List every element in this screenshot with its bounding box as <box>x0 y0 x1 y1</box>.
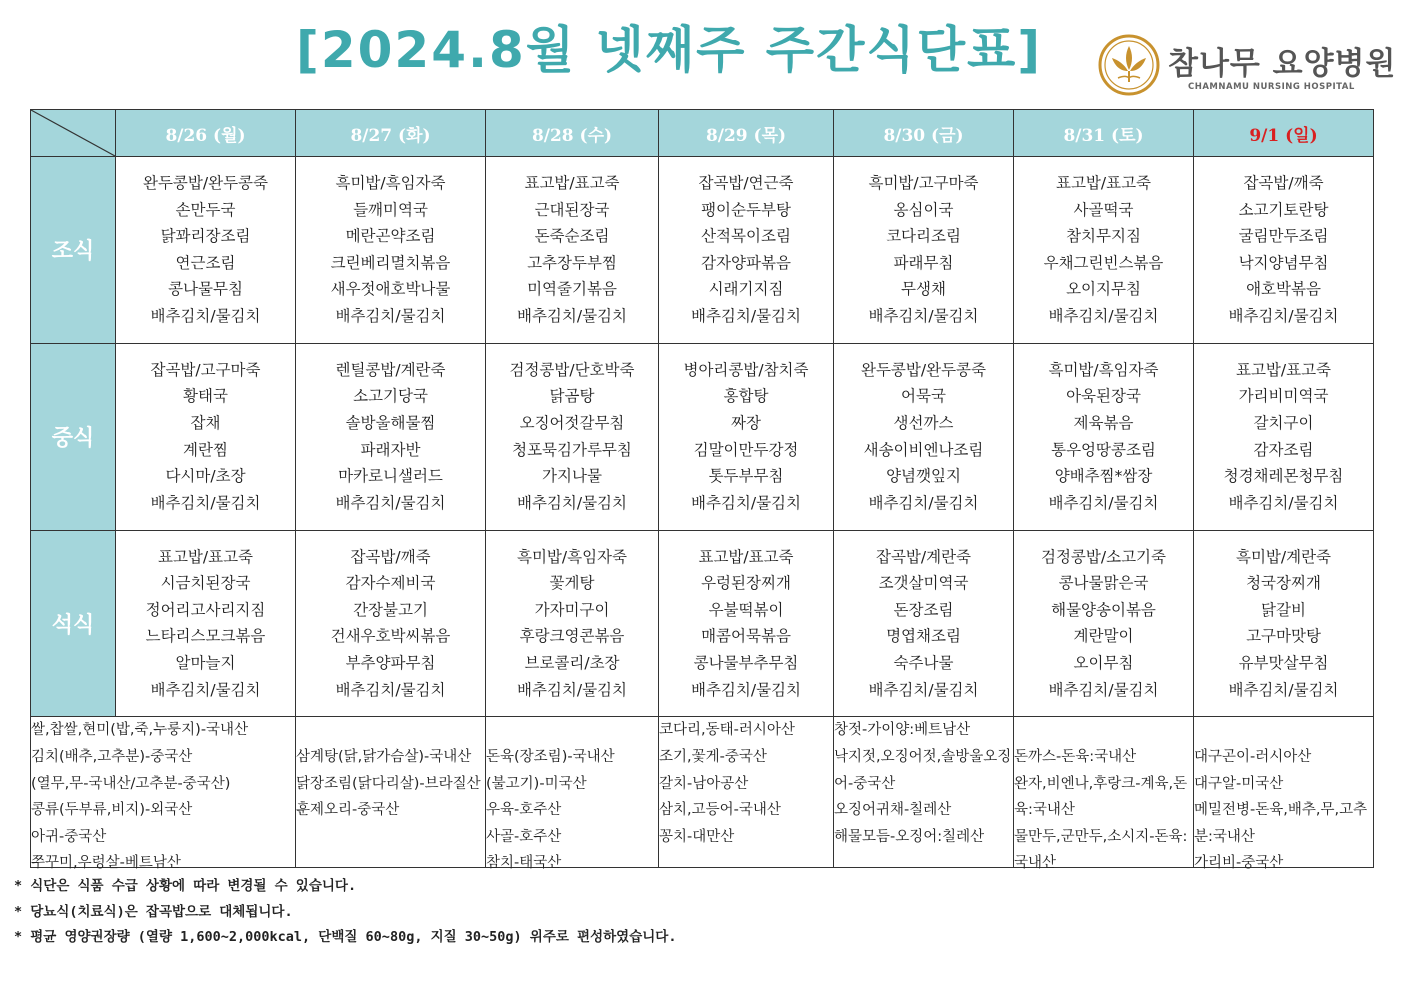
day-header: 8/30 (금) <box>834 110 1014 157</box>
meal-label: 조식 <box>31 157 116 344</box>
dish-item: 잡곡밥/연근죽 <box>698 174 794 193</box>
dish-item: 유부맛살무침 <box>1238 654 1329 673</box>
dish-item: 가리비미역국 <box>1238 387 1329 406</box>
origin-line: 완자,비엔나,후랑크-계육,돈육:국내산 <box>1014 775 1188 819</box>
menu-cell <box>834 157 1014 344</box>
dish-item: 코다리조림 <box>886 227 961 246</box>
dish-item: 청포묵김가루무침 <box>512 440 632 459</box>
dish-item: 다시마/초장 <box>165 467 246 486</box>
meal-label: 석식 <box>31 530 116 717</box>
dish-item: 계란찜 <box>183 440 228 459</box>
dish-item: 렌틸콩밥/계란죽 <box>335 360 446 379</box>
footnotes <box>14 874 1114 951</box>
dish-item: 통우엉땅콩조림 <box>1051 440 1156 459</box>
dish-item: 명엽채조림 <box>886 627 961 646</box>
origin-line: 닭장조림(닭다리살)-브라질산 <box>296 775 481 792</box>
logo-name: 참나무 요양병원 <box>1168 46 1397 82</box>
dish-item: 잡곡밥/깨죽 <box>1243 174 1324 193</box>
menu-cell <box>486 343 659 530</box>
menu-cell <box>296 157 486 344</box>
dish-item: 청국장찌개 <box>1246 574 1321 593</box>
dish-item: 오이무침 <box>1073 654 1134 673</box>
origin-line: 돈까스-돈육:국내산 <box>1014 748 1137 765</box>
dish-item: 새송이비엔나조림 <box>863 440 984 459</box>
menu-cell <box>116 530 296 717</box>
dish-item: 검정콩밥/소고기죽 <box>1040 547 1166 566</box>
dish-item: 콩나물무침 <box>168 280 243 299</box>
origin-line <box>296 717 485 744</box>
diagonal-divider-icon <box>31 110 115 156</box>
dish-item: 배추김치/물김치 <box>1228 493 1339 512</box>
dish-item: 계란말이 <box>1073 627 1134 646</box>
dish-item: 시금치된장국 <box>160 574 251 593</box>
menu-cell <box>1014 530 1194 717</box>
dish-item: 산적목이조림 <box>701 227 791 246</box>
dish-item: 근대된장국 <box>534 200 610 219</box>
dish-item: 배추김치/물김치 <box>150 680 261 699</box>
dish-item: 배추김치/물김치 <box>690 493 802 512</box>
dish-item: 아욱된장국 <box>1066 387 1141 406</box>
day-header: 8/26 (월) <box>116 110 296 157</box>
dish-item: 참치무지짐 <box>1066 227 1141 246</box>
dish-item: 메란곤약조림 <box>345 227 436 246</box>
dish-item: 간장불고기 <box>353 600 428 619</box>
origin-line: 삼치,고등어-국내산 <box>659 802 781 819</box>
day-header-sunday: 9/1 (일) <box>1194 110 1374 157</box>
origin-line: 메밀전병-돈육,배추,무,고추분:국내산 <box>1194 802 1368 845</box>
meal-label: 중식 <box>31 343 116 530</box>
origin-line: 김치(배추,고추분)-중국산 <box>31 748 193 765</box>
dish-item: 감자조림 <box>1253 440 1314 459</box>
menu-cell <box>486 157 659 344</box>
origin-cell <box>1194 717 1374 872</box>
dish-item: 오이지무침 <box>1066 280 1141 299</box>
origin-line: (열무,무-국내산/고추분-중국산) <box>31 775 231 792</box>
dish-item: 낙지양념무침 <box>1238 253 1329 272</box>
weekly-menu-table <box>30 109 1374 872</box>
origin-line: 대구알-미국산 <box>1194 775 1284 792</box>
dish-item: 부추양파무침 <box>345 654 436 673</box>
menu-cell <box>659 157 834 344</box>
dish-item: 우렁된장찌개 <box>701 574 791 593</box>
menu-cell <box>834 530 1014 717</box>
origin-line: 조기,꽃게-중국산 <box>659 748 767 765</box>
dish-item: 어묵국 <box>901 387 946 406</box>
day-header-row <box>31 110 1374 157</box>
dish-item: 무생채 <box>901 280 946 299</box>
dish-item: 감자양파볶음 <box>701 253 791 272</box>
day-header: 8/31 (토) <box>1014 110 1194 157</box>
dish-item: 느타리스모크볶음 <box>145 627 266 646</box>
origin-line: 훈제오리-중국산 <box>296 802 400 819</box>
dish-item: 돈장조림 <box>893 600 954 619</box>
dish-item: 파래자반 <box>360 440 421 459</box>
dish-item: 감자수제비국 <box>345 574 436 593</box>
dish-item: 병아리콩밥/참치죽 <box>683 360 809 379</box>
day-header: 8/28 (수) <box>486 110 659 157</box>
dish-item: 배추김치/물김치 <box>868 680 979 699</box>
dish-item: 브로콜리/초장 <box>524 654 620 673</box>
dish-item: 후랑크영콘볶음 <box>519 627 625 646</box>
dish-item: 황태국 <box>183 387 228 406</box>
dish-item: 배추김치/물김치 <box>516 493 628 512</box>
dish-item: 시래기지짐 <box>708 280 784 299</box>
dish-item: 짜장 <box>731 414 761 433</box>
origin-line: 사골-호주산 <box>486 828 562 845</box>
origin-line: 참치-태국산 <box>486 855 562 872</box>
origin-cell <box>486 717 659 872</box>
menu-cell <box>1194 530 1374 717</box>
dish-item: 제육볶음 <box>1073 414 1134 433</box>
dish-item: 표고밥/표고죽 <box>1235 360 1332 379</box>
dish-item: 가지나물 <box>542 467 602 486</box>
dish-item: 검정콩밥/단호박죽 <box>509 360 635 379</box>
origin-line: 쌀,찹쌀,현미(밥,죽,누룽지)-국내산 <box>31 722 249 739</box>
dish-item: 잡곡밥/고구마죽 <box>150 360 261 379</box>
origin-cell <box>31 717 296 872</box>
dish-item: 고추장두부찜 <box>527 253 617 272</box>
origin-line: 우육-호주산 <box>486 802 562 819</box>
origin-line: 창젓-가이양:베트남산 <box>834 722 971 739</box>
dish-item: 숙주나물 <box>893 654 954 673</box>
menu-cell <box>1194 343 1374 530</box>
dish-item: 배추김치/물김치 <box>150 493 261 512</box>
origin-cell <box>1014 717 1194 872</box>
dish-item: 새우젓애호박나물 <box>330 280 451 299</box>
origin-line: 해물모듬-오징어:칠레산 <box>834 828 985 845</box>
origin-line: 오징어귀채-칠레산 <box>834 802 952 819</box>
origin-line: 낙지젓,오징어젓,솔방울오징어-중국산 <box>834 748 1012 792</box>
dish-item: 옹심이국 <box>893 200 954 219</box>
dish-item: 김말이만두강정 <box>693 440 799 459</box>
origin-line: 꽁치-대만산 <box>659 828 735 845</box>
dish-item: 닭곰탕 <box>549 387 595 406</box>
footnote: * 평균 영양권장량 (열량 1,600~2,000kcal, 단백질 60~80g, 지질 30~50g) 위주로 편성하였습니다. <box>14 929 677 945</box>
dish-item: 사골떡국 <box>1073 200 1134 219</box>
dish-item: 가자미구이 <box>534 600 610 619</box>
menu-cell <box>834 343 1014 530</box>
meal-row <box>31 157 1374 344</box>
origin-line: 콩류(두부류,비지)-외국산 <box>31 802 193 819</box>
dish-item: 배추김치/물김치 <box>516 680 628 699</box>
dish-item: 정어리고사리지짐 <box>145 600 266 619</box>
dish-item: 배추김치/물김치 <box>1048 307 1159 326</box>
dish-item: 배추김치/물김치 <box>690 307 802 326</box>
dish-item: 잡채 <box>190 414 221 433</box>
dish-item: 꽃게탕 <box>549 574 595 593</box>
dish-item: 매콤어묵볶음 <box>701 627 791 646</box>
dish-item: 우불떡볶이 <box>708 600 784 619</box>
meal-row <box>31 530 1374 717</box>
dish-item: 갈치구이 <box>1253 414 1314 433</box>
origin-cell <box>834 717 1014 868</box>
menu-cell <box>659 530 834 717</box>
origin-line: 삼계탕(닭,닭가슴살)-국내산 <box>296 748 472 765</box>
origin-line: 갈치-남아공산 <box>659 775 749 792</box>
menu-cell <box>116 157 296 344</box>
dish-item: 표고밥/표고죽 <box>524 174 620 193</box>
menu-cell <box>486 530 659 717</box>
dish-item: 해물양송이볶음 <box>1051 600 1156 619</box>
dish-item: 배추김치/물김치 <box>1048 680 1159 699</box>
dish-item: 배추김치/물김치 <box>1228 680 1339 699</box>
origin-line: 쭈꾸미,우렁살-베트남산 <box>31 855 181 872</box>
dish-item: 콩나물맑은국 <box>1058 574 1149 593</box>
dish-item: 팽이순두부탕 <box>701 200 791 219</box>
menu-cell <box>296 343 486 530</box>
page-title: [2024.8월 넷째주 주간식단표] <box>296 21 1043 79</box>
dish-item: 소고기토란탕 <box>1238 200 1329 219</box>
footnote: * 식단은 식품 수급 상황에 따라 변경될 수 있습니다. <box>14 878 357 894</box>
dish-item: 배추김치/물김치 <box>516 307 628 326</box>
dish-item: 미역줄기볶음 <box>527 280 617 299</box>
dish-item: 솔방울해물찜 <box>345 414 436 433</box>
oak-leaf-logo-icon <box>1098 34 1160 96</box>
dish-item: 배추김치/물김치 <box>335 493 446 512</box>
dish-item: 들깨미역국 <box>353 200 428 219</box>
dish-item: 콩나물부추무침 <box>693 654 799 673</box>
menu-cell <box>116 343 296 530</box>
dish-item: 흑미밥/계란죽 <box>1235 547 1332 566</box>
dish-item: 양배추찜*쌈장 <box>1054 467 1153 486</box>
dish-item: 배추김치/물김치 <box>868 493 979 512</box>
footnote: * 당뇨식(치료식)은 잡곡밥으로 대체됩니다. <box>14 903 293 920</box>
dish-item: 굴림만두조림 <box>1238 227 1329 246</box>
origin-line: 대구곤이-러시아산 <box>1194 748 1312 765</box>
dish-item: 배추김치/물김치 <box>1228 307 1339 326</box>
origin-line: 아귀-중국산 <box>31 828 107 845</box>
origin-line <box>1194 717 1373 744</box>
dish-item: 흑미밥/흑임자죽 <box>516 547 628 566</box>
dish-item: 배추김치/물김치 <box>690 680 802 699</box>
dish-item: 마카로니샐러드 <box>338 467 443 486</box>
origin-line: 돈육(장조림)-국내산 <box>486 748 615 765</box>
dish-item: 잡곡밥/깨죽 <box>350 547 431 566</box>
corner-cell <box>31 110 116 157</box>
dish-item: 완두콩밥/완두콩죽 <box>860 360 986 379</box>
menu-cell <box>1014 343 1194 530</box>
dish-item: 소고기당국 <box>353 387 428 406</box>
day-header: 8/29 (목) <box>659 110 834 157</box>
dish-item: 배추김치/물김치 <box>335 680 446 699</box>
dish-item: 흑미밥/흑임자죽 <box>335 174 446 193</box>
dish-item: 표고밥/표고죽 <box>1055 174 1152 193</box>
dish-item: 손만두국 <box>175 200 236 219</box>
dish-item: 알마늘지 <box>175 654 236 673</box>
dish-item: 청경채레몬청무침 <box>1223 467 1344 486</box>
dish-item: 크린베리멸치볶음 <box>330 253 451 272</box>
origin-line <box>1014 717 1193 744</box>
dish-item: 우채그린빈스볶음 <box>1043 253 1164 272</box>
origin-line: (불고기)-미국산 <box>486 775 587 792</box>
dish-item: 오징어젓갈무침 <box>519 414 625 433</box>
origin-cell <box>296 717 486 868</box>
dish-item: 잡곡밥/계란죽 <box>875 547 972 566</box>
dish-item: 조갯살미역국 <box>878 574 969 593</box>
logo-subtitle: CHAMNAMU NURSING HOSPITAL <box>1188 82 1355 92</box>
origin-row <box>31 717 1374 868</box>
page-header <box>0 0 1403 108</box>
hospital-logo <box>1098 34 1397 98</box>
dish-item: 배추김치/물김치 <box>1048 493 1159 512</box>
dish-item: 흑미밥/흑임자죽 <box>1048 360 1159 379</box>
day-header: 8/27 (화) <box>296 110 486 157</box>
dish-item: 표고밥/표고죽 <box>698 547 794 566</box>
dish-item: 완두콩밥/완두콩죽 <box>142 174 268 193</box>
dish-item: 애호박볶음 <box>1246 280 1321 299</box>
dish-item: 닭꽈리장조림 <box>160 227 251 246</box>
origin-line: 물만두,군만두,소시지-돈육:국내산 <box>1014 828 1188 872</box>
dish-item: 닭갈비 <box>1261 600 1306 619</box>
menu-cell <box>1194 157 1374 344</box>
dish-item: 연근조림 <box>175 253 236 272</box>
origin-line: 가리비-중국산 <box>1194 855 1284 872</box>
dish-item: 양념깻잎지 <box>886 467 961 486</box>
dish-item: 배추김치/물김치 <box>150 307 261 326</box>
dish-item: 흑미밥/고구마죽 <box>868 174 979 193</box>
origin-line <box>486 717 658 744</box>
origin-line: 코다리,동태-러시아산 <box>659 722 795 739</box>
dish-item: 고구마맛탕 <box>1246 627 1321 646</box>
dish-item: 건새우호박씨볶음 <box>330 627 451 646</box>
dish-item: 톳두부무침 <box>708 467 784 486</box>
dish-item: 생선까스 <box>893 414 954 433</box>
dish-item: 배추김치/물김치 <box>335 307 446 326</box>
dish-item: 돈죽순조림 <box>534 227 610 246</box>
menu-cell <box>296 530 486 717</box>
dish-item: 배추김치/물김치 <box>868 307 979 326</box>
dish-item: 표고밥/표고죽 <box>157 547 254 566</box>
menu-cell <box>1014 157 1194 344</box>
dish-item: 홍합탕 <box>723 387 769 406</box>
meal-row <box>31 343 1374 530</box>
dish-item: 파래무침 <box>893 253 954 272</box>
menu-cell <box>659 343 834 530</box>
origin-cell <box>659 717 834 868</box>
